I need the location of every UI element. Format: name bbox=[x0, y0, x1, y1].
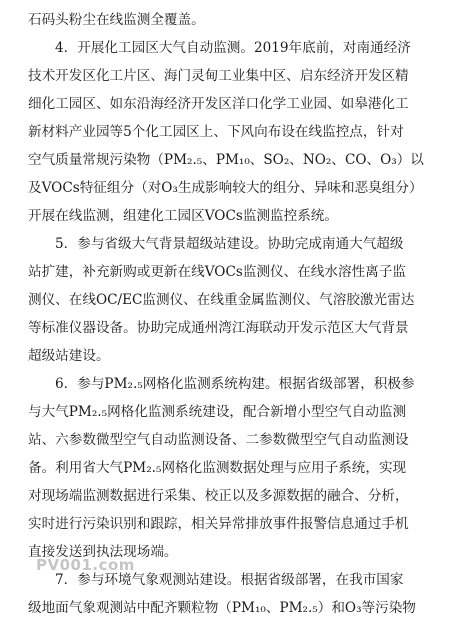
paragraph-line: 实时进行污染识别和跟踪，相关异常排放事件报警信息通过手机 bbox=[28, 516, 409, 532]
paragraph-first-line: 7．参与环境气象观测站建设。根据省级部署，在我市国家 bbox=[55, 572, 404, 588]
paragraph-line: 站、六参数微型空气自动监测设备、二参数微型空气自动监测设 bbox=[28, 432, 409, 448]
paragraph-line: 空气质量常规污染物（PM₂.₅、PM₁₀、SO₂、NO₂、CO、O₃）以 bbox=[28, 152, 424, 168]
paragraph-first-line: 6．参与PM₂.₅网格化监测系统构建。根据省级部署，积极参 bbox=[55, 376, 415, 392]
paragraph-first-line: 4．开展化工园区大气自动监测。2019年底前，对南通经济 bbox=[55, 40, 411, 56]
paragraph-line: 等标准仪器设备。协助完成通州湾江海联动开发示范区大气背景 bbox=[28, 320, 409, 336]
paragraph-line: 技术开发区化工片区、海门灵甸工业集中区、启东经济开发区精 bbox=[28, 68, 409, 84]
document-body bbox=[28, 6, 432, 622]
paragraph-line: 石码头粉尘在线监测全覆盖。 bbox=[28, 12, 205, 28]
paragraph-line: 与大气PM₂.₅网格化监测系统建设，配合新增小型空气自动监测 bbox=[28, 404, 407, 420]
paragraph-line: 及VOCs特征组分（对O₃生成影响较大的组分、异味和恶臭组分） bbox=[28, 180, 423, 196]
paragraph-line: 直接发送到执法现场端。 bbox=[28, 544, 178, 560]
paragraph-line: 超级站建设。 bbox=[28, 348, 110, 364]
paragraph-line: 新材料产业园等5个化工园区上、下风向布设在线监控点，针对 bbox=[28, 124, 404, 140]
paragraph-line: 细化工园区、如东沿海经济开发区洋口化学工业园、如皋港化工 bbox=[28, 96, 409, 112]
paragraph-line: 备。利用省大气PM₂.₅网格化监测数据处理与应用子系统，实现 bbox=[28, 460, 407, 476]
paragraph-line: 开展在线监测，组建化工园区VOCs监测监控系统。 bbox=[28, 208, 338, 224]
paragraph-line: 级地面气象观测站中配齐颗粒物（PM₁₀、PM₂.₅）和O₃等污染物 bbox=[28, 600, 416, 616]
paragraph-first-line: 5．参与省级大气背景超级站建设。协助完成南通大气超级 bbox=[55, 236, 404, 252]
paragraph-line: 对现场端监测数据进行采集、校正以及多源数据的融合、分析， bbox=[28, 488, 409, 504]
paragraph-line: 测仪、在线OC/EC监测仪、在线重金属监测仪、气溶胶激光雷达 bbox=[28, 292, 415, 308]
watermark: PV001.com bbox=[36, 556, 135, 574]
paragraph-line: 站扩建，补充新购或更新在线VOCs监测仪、在线水溶性离子监 bbox=[28, 264, 406, 280]
